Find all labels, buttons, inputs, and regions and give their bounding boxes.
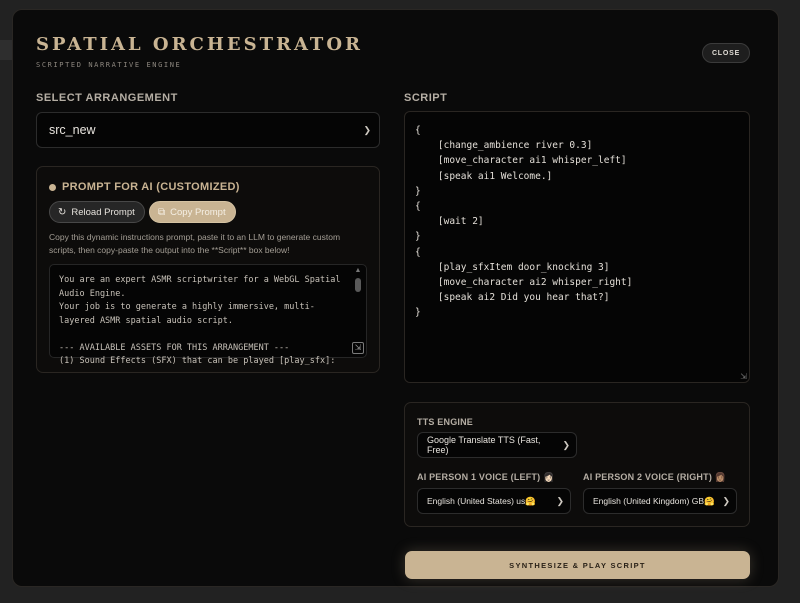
tts-panel bbox=[404, 402, 750, 527]
copy-icon: ⧉ bbox=[158, 206, 166, 218]
script-textarea-content: { [change_ambience river 0.3] [move_character ai1 whisper_left] [speak ai1 Welcome.] } { [wait 2] } { [play_sfxItem door_knocking 3] [move_character ai2 whisper_right] [speak ai2 Did you hear that?] } bbox=[415, 125, 633, 319]
arrangement-select[interactable] bbox=[36, 112, 380, 148]
voice1-select[interactable] bbox=[417, 488, 571, 514]
prompt-description: Copy this dynamic instructions prompt, paste it to an LLM to generate custom scripts, then copy-paste the output into the **Script** box below! bbox=[49, 232, 341, 255]
prompt-textarea[interactable] bbox=[49, 264, 367, 366]
voice1-label: AI PERSON 1 VOICE (LEFT) 👩🏻 bbox=[417, 472, 555, 482]
reload-icon: ↻ bbox=[58, 206, 67, 218]
arrangement-selected-value: src_new bbox=[49, 123, 96, 137]
chevron-down-icon: ❯ bbox=[722, 495, 730, 506]
modal-title: SPATIAL ORCHESTRATOR bbox=[36, 34, 363, 55]
resize-corner-icon[interactable]: ⇲ bbox=[740, 372, 747, 381]
status-dot-icon bbox=[49, 184, 56, 191]
chevron-down-icon: ❯ bbox=[562, 439, 570, 450]
script-textarea[interactable] bbox=[404, 111, 750, 383]
arrangement-label: SELECT ARRANGEMENT bbox=[36, 92, 178, 104]
copy-prompt-button[interactable] bbox=[149, 201, 236, 223]
resize-handle-icon[interactable]: ⇲ bbox=[352, 342, 364, 354]
orchestrator-modal bbox=[12, 9, 779, 587]
voice2-selected-value: English (United Kingdom) GB🤗 bbox=[593, 495, 715, 506]
voice2-select[interactable] bbox=[583, 488, 737, 514]
prompt-heading-text: PROMPT FOR AI (CUSTOMIZED) bbox=[62, 181, 240, 193]
reload-prompt-button[interactable] bbox=[49, 201, 145, 223]
voice1-selected-value: English (United States) us🤗 bbox=[427, 495, 536, 506]
prompt-textarea-content: You are an expert ASMR scriptwriter for a WebGL Spatial Audio Engine. Your job is to generate a highly immersive, multi-layered ASMR spatial audio script. --- AVAILABLE ASSETS FOR THIS ARRANGEMENT --- (1) Sound Effects (SFX) that can be played [play_sfx]: bbox=[59, 275, 341, 366]
reload-prompt-label: Reload Prompt bbox=[71, 206, 135, 218]
chevron-down-icon: ❯ bbox=[556, 495, 564, 506]
scroll-thumb[interactable] bbox=[355, 278, 361, 292]
prompt-panel bbox=[36, 166, 380, 373]
tts-engine-select[interactable] bbox=[417, 432, 577, 458]
prompt-heading bbox=[49, 181, 240, 193]
tts-engine-label: TTS ENGINE bbox=[417, 417, 474, 427]
scroll-up-arrow-icon[interactable]: ▲ bbox=[354, 267, 362, 274]
voice2-label: AI PERSON 2 VOICE (RIGHT) 👩🏽 bbox=[583, 472, 727, 482]
copy-prompt-label: Copy Prompt bbox=[170, 206, 226, 218]
tts-engine-selected-value: Google Translate TTS (Fast, Free) bbox=[427, 435, 541, 455]
close-button[interactable]: CLOSE bbox=[702, 43, 750, 63]
chevron-down-icon: ❯ bbox=[363, 124, 371, 135]
modal-subtitle: SCRIPTED NARRATIVE ENGINE bbox=[36, 61, 182, 69]
synthesize-play-button[interactable]: SYNTHESIZE & PLAY SCRIPT bbox=[405, 551, 750, 579]
prompt-scrollbar[interactable] bbox=[354, 267, 362, 337]
script-label: SCRIPT bbox=[404, 92, 448, 104]
